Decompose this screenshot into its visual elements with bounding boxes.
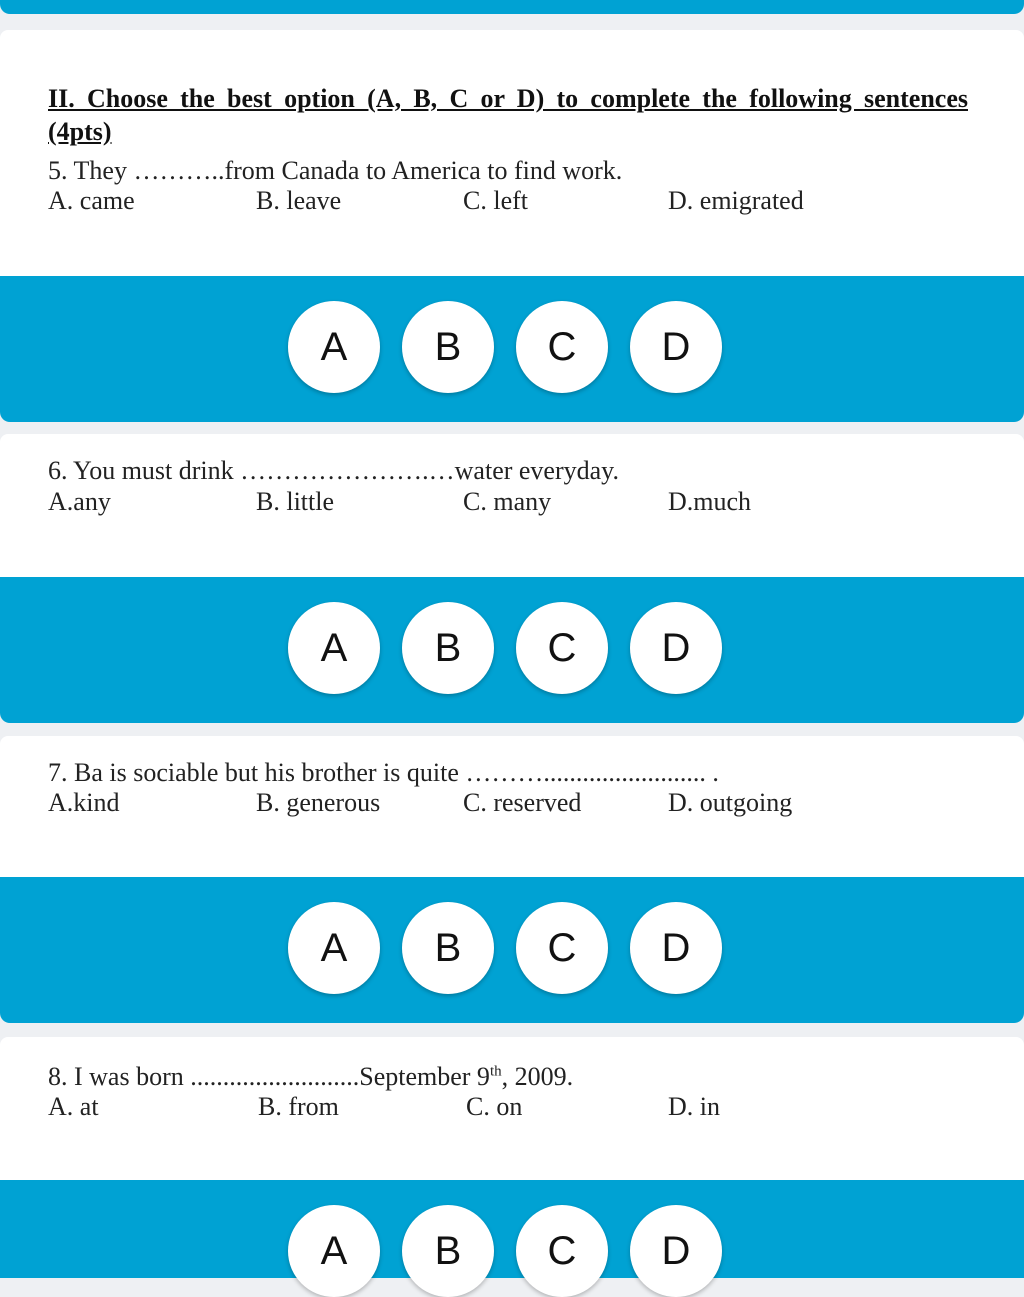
option-a-text: A. came	[48, 186, 135, 215]
option-b-text: B. generous	[256, 788, 381, 817]
option-d-text: D.much	[668, 487, 752, 516]
answer-button-d[interactable]: D	[630, 301, 722, 393]
answer-button-a[interactable]: A	[288, 301, 380, 393]
question-text: 5. They ………..from Canada to America to find work.	[48, 156, 623, 185]
option-d-text: D. in	[668, 1092, 720, 1121]
question-card-6	[0, 434, 1024, 578]
answer-button-a[interactable]: A	[288, 1205, 380, 1297]
answer-button-d[interactable]: D	[630, 602, 722, 694]
question-card-8	[0, 1037, 1024, 1181]
option-c-text: C. left	[463, 186, 528, 215]
answer-band-7	[0, 877, 1024, 1023]
answer-band-5	[0, 276, 1024, 422]
answer-button-b[interactable]: B	[402, 902, 494, 994]
answer-band-8	[0, 1180, 1024, 1278]
answer-button-d[interactable]: D	[630, 1205, 722, 1297]
option-b-text: B. little	[256, 487, 334, 516]
answer-button-a[interactable]: A	[288, 602, 380, 694]
answer-button-c[interactable]: C	[516, 301, 608, 393]
section-heading: II. Choose the best option (A, B, C or D) to complete the following sentences	[48, 84, 968, 113]
option-a-text: A.any	[48, 487, 111, 516]
answer-band-6	[0, 577, 1024, 723]
option-c-text: C. on	[466, 1092, 523, 1121]
option-d-text: D. outgoing	[668, 788, 793, 817]
option-c-text: C. reserved	[463, 788, 582, 817]
top-accent-bar	[0, 0, 1024, 14]
question-text-tail: , 2009.	[501, 1062, 574, 1091]
answer-button-c[interactable]: C	[516, 902, 608, 994]
question-card-5	[0, 30, 1024, 276]
answer-button-b[interactable]: B	[402, 301, 494, 393]
option-b-text: B. leave	[256, 186, 342, 215]
answer-button-d[interactable]: D	[630, 902, 722, 994]
option-b-text: B. from	[258, 1092, 339, 1121]
option-d-text: D. emigrated	[668, 186, 804, 215]
answer-button-c[interactable]: C	[516, 1205, 608, 1297]
answer-button-b[interactable]: B	[402, 602, 494, 694]
answer-button-a[interactable]: A	[288, 902, 380, 994]
answer-button-b[interactable]: B	[402, 1205, 494, 1297]
option-c-text: C. many	[463, 487, 552, 516]
answer-button-c[interactable]: C	[516, 602, 608, 694]
question-text: 6. You must drink ………………….…water everyday.	[48, 456, 619, 485]
question-card-7	[0, 736, 1024, 878]
question-text: 7. Ba is sociable but his brother is quite ………......................... .	[48, 758, 719, 787]
section-heading-points: (4pts)	[48, 117, 112, 146]
option-a-text: A.kind	[48, 788, 120, 817]
question-text	[48, 1062, 573, 1092]
question-text-main: 8. I was born ..........................September 9	[48, 1062, 490, 1091]
ordinal-suffix: th	[489, 1063, 502, 1080]
option-a-text: A. at	[48, 1092, 99, 1121]
